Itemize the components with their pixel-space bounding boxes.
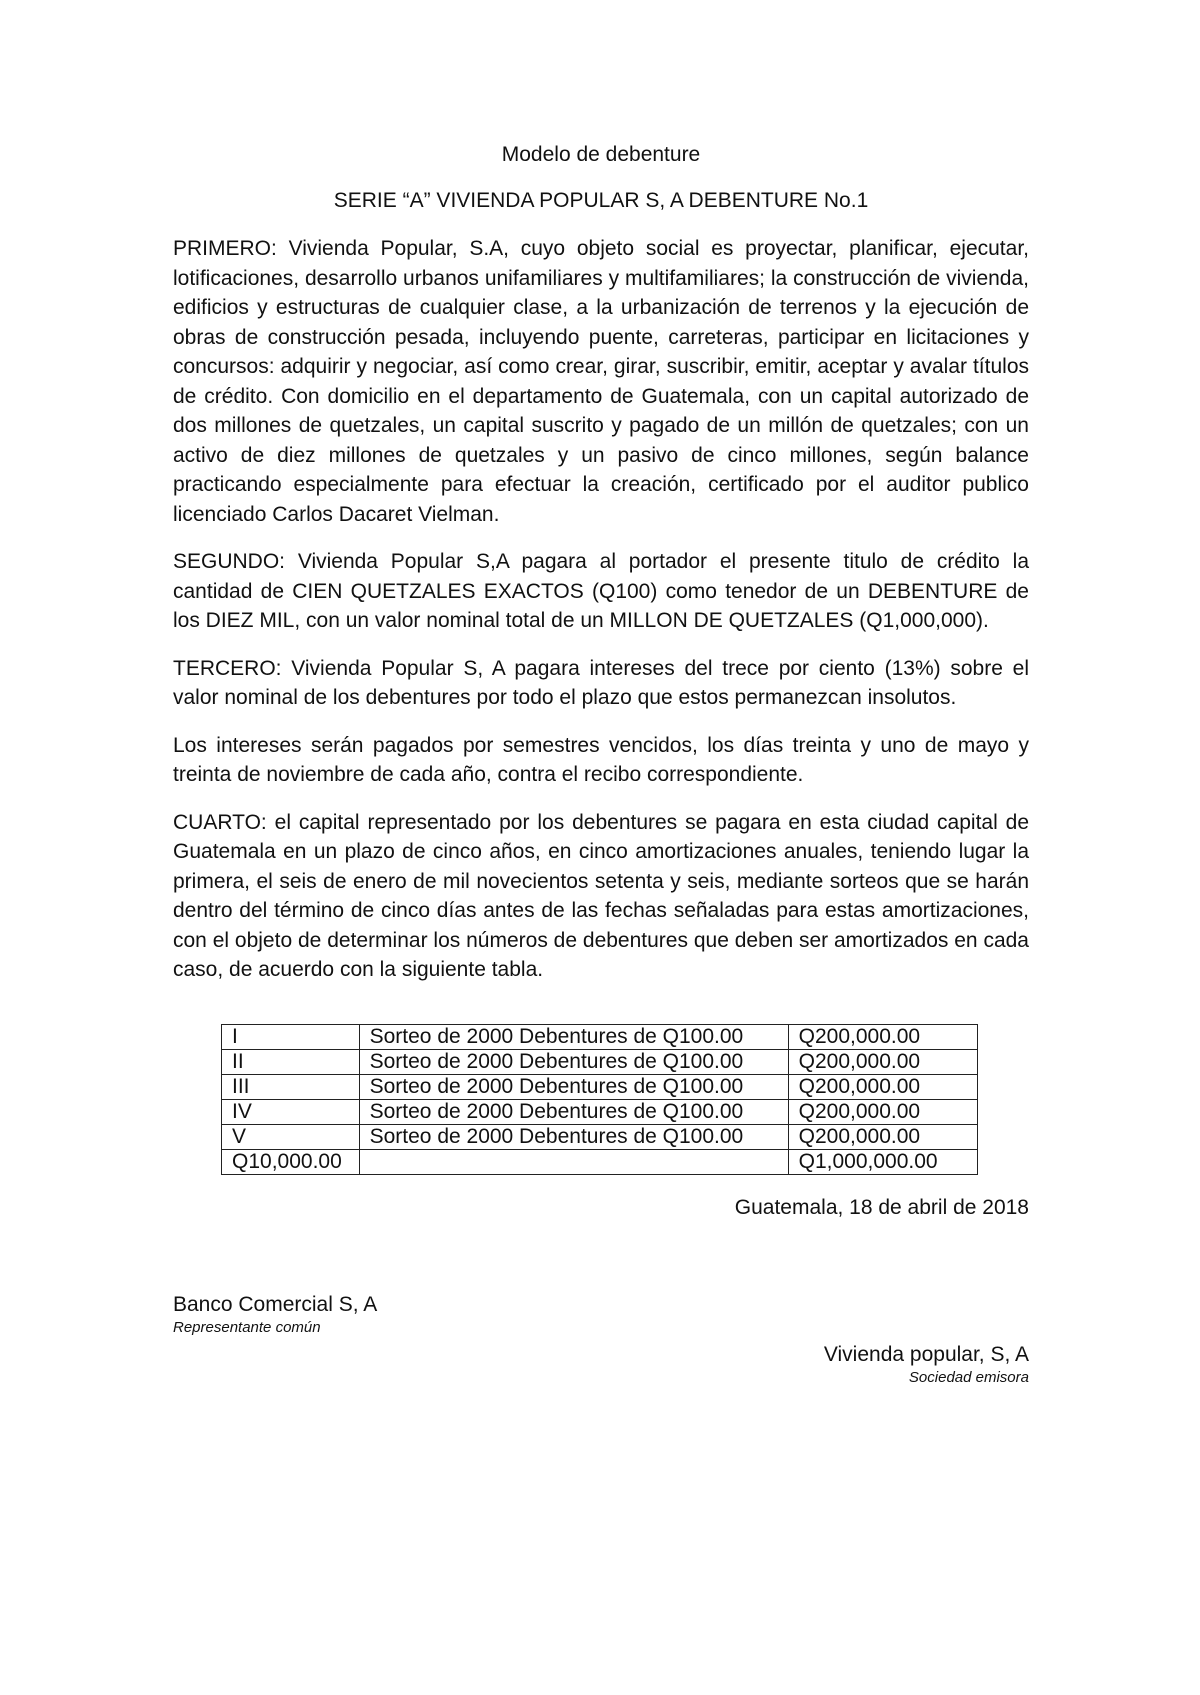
document-page xyxy=(173,140,1029,1223)
table-row xyxy=(222,1074,978,1099)
table-cell-description: Sorteo de 2000 Debentures de Q100.00 xyxy=(359,1124,788,1149)
clause-segundo: SEGUNDO: Vivienda Popular S,A pagara al portador el presente titulo de crédito la cantidad de CIEN QUETZALES EXACTOS (Q100) como tenedor de un DEBENTURE de los DIEZ MIL, con un valor nominal total de un MILLON DE QUETZALES (Q1,000,000). xyxy=(173,550,1029,632)
table-cell-amount: Q200,000.00 xyxy=(788,1099,977,1124)
document-date: Guatemala, 18 de abril de 2018 xyxy=(734,1195,1029,1219)
document-title: Modelo de debenture xyxy=(501,143,701,166)
signature-left-role: Representante común xyxy=(173,1319,321,1336)
table-cell-amount: Q200,000.00 xyxy=(788,1124,977,1149)
table-row xyxy=(222,1049,978,1074)
table-cell-description: Sorteo de 2000 Debentures de Q100.00 xyxy=(359,1074,788,1099)
table-cell-description: Sorteo de 2000 Debentures de Q100.00 xyxy=(359,1099,788,1124)
signature-right xyxy=(824,1342,1029,1388)
signature-left-name: Banco Comercial S, A xyxy=(173,1293,378,1316)
clause-primero: PRIMERO: Vivienda Popular, S.A, cuyo objeto social es proyectar, planificar, ejecutar, lotificaciones, desarrollo urbanos unifamiliares y multifamiliares; la construcción de vivienda, edificios y estructuras de cualquier clase, a la urbanización de terrenos y la ejecución de obras de construcción pesada, incluyendo puente, carreteras, participar en licitaciones y concursos: adquirir y negociar, así como crear, girar, suscribir, emitir, aceptar y avalar títulos de crédito. Con domicilio en el departamento de Guatemala, con un capital autorizado de dos millones de quetzales, un capital suscrito y pagado de un millón de quetzales; con un activo de diez millones de quetzales y un pasivo de cinco millones, según balance practicando especialmente para efectuar la creación, certificado por el auditor publico licenciado Carlos Dacaret Vielman. xyxy=(173,237,1029,526)
signature-left xyxy=(173,1292,377,1338)
table-row xyxy=(222,1024,978,1049)
table-cell-description: Sorteo de 2000 Debentures de Q100.00 xyxy=(359,1024,788,1049)
table-cell-series: V xyxy=(222,1124,360,1149)
amortization-table xyxy=(221,1024,978,1175)
table-cell-description: Sorteo de 2000 Debentures de Q100.00 xyxy=(359,1049,788,1074)
table-cell-empty xyxy=(359,1149,788,1174)
signature-right-name: Vivienda popular, S, A xyxy=(823,1343,1029,1366)
table-cell-amount: Q200,000.00 xyxy=(788,1074,977,1099)
table-cell-total-amount: Q1,000,000.00 xyxy=(788,1149,977,1174)
table-total-row xyxy=(222,1149,978,1174)
clause-tercero: TERCERO: Vivienda Popular S, A pagara intereses del trece por ciento (13%) sobre el valor nominal de los debentures por todo el plazo que estos permanezcan insolutos. xyxy=(173,656,1029,709)
document-subtitle: SERIE “A” VIVIENDA POPULAR S, A DEBENTURE No.1 xyxy=(333,189,869,212)
table-cell-series: I xyxy=(222,1024,360,1049)
table-cell-total-quantity: Q10,000.00 xyxy=(222,1149,360,1174)
table-cell-amount: Q200,000.00 xyxy=(788,1024,977,1049)
signature-right-role: Sociedad emisora xyxy=(908,1369,1029,1386)
table-row xyxy=(222,1124,978,1149)
table-cell-amount: Q200,000.00 xyxy=(788,1049,977,1074)
clause-cuarto: CUARTO: el capital representado por los debentures se pagara en esta ciudad capital de Guatemala en un plazo de cinco años, en cinco amortizaciones anuales, teniendo lugar la primera, el seis de enero de mil novecientos setenta y seis, mediante sorteos que se harán dentro del término de cinco días antes de las fechas señaladas para estas amortizaciones, con el objeto de determinar los números de debentures que deben ser amortizados en cada caso, de acuerdo con la siguiente tabla. xyxy=(173,810,1029,981)
table-cell-series: IV xyxy=(222,1099,360,1124)
table-cell-series: III xyxy=(222,1074,360,1099)
interest-paragraph: Los intereses serán pagados por semestres vencidos, los días treinta y uno de mayo y treinta de noviembre de cada año, contra el recibo correspondiente. xyxy=(173,733,1029,786)
amortization-table-wrapper xyxy=(221,1024,978,1175)
table-cell-series: II xyxy=(222,1049,360,1074)
table-row xyxy=(222,1099,978,1124)
